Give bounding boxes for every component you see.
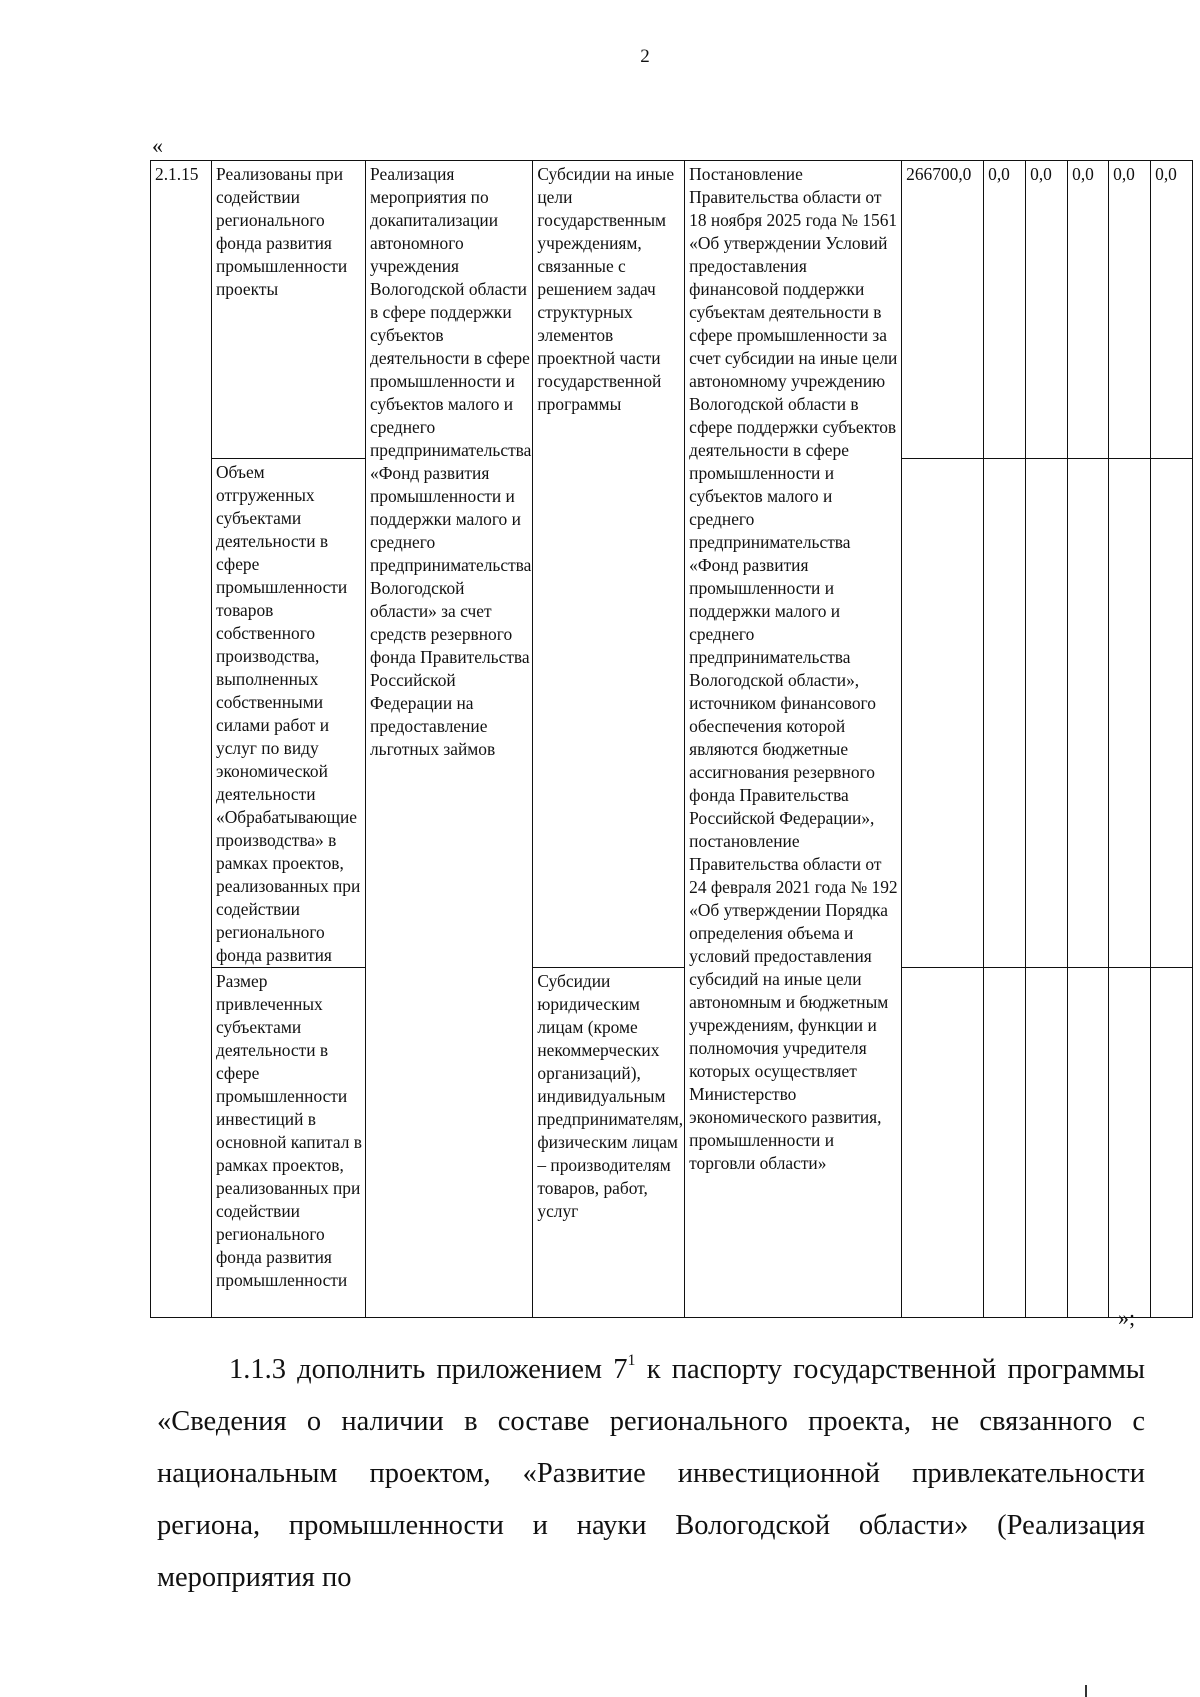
empty-amount-cell bbox=[1151, 968, 1193, 1318]
paragraph-text-rest: к паспорту государственной программы «Сведения о наличии в составе регионального проекта, не связанного с национальным проектом, «Развитие инвестиционной привлекательности региона, промышленности и науки Вологодской области» (Реализация мероприятия по bbox=[157, 1354, 1146, 1593]
page-number: 2 bbox=[640, 46, 650, 67]
scan-artifact-mark bbox=[1085, 1685, 1087, 1697]
amount-cell: 0,0 bbox=[1026, 161, 1068, 459]
amount-cell: 0,0 bbox=[1109, 161, 1151, 459]
result-cell-projects: Реализованы при содействии регионального фонда развития промышленности проекты bbox=[212, 161, 366, 459]
result-cell-shipped-volume: Объем отгруженных субъектами деятельности в сфере промышленности товаров собственного производства, выполненных собственными силами работ и услуг по виду экономической деятельности «Обрабатывающие производства» в рамках проектов, реализованных при содействии регионального фонда развития bbox=[212, 459, 366, 968]
opening-quote: « bbox=[152, 133, 163, 158]
empty-amount-cell bbox=[1068, 459, 1109, 968]
empty-amount-cell bbox=[902, 459, 984, 968]
empty-amount-cell bbox=[1068, 968, 1109, 1318]
empty-amount-cell bbox=[902, 968, 984, 1318]
subsidy-cell-institutions: Субсидии на иные цели государственным учреждениям, связанные с решением задач структурных элементов проектной части государственной программы bbox=[533, 161, 685, 968]
amount-cell: 266700,0 bbox=[902, 161, 984, 459]
empty-amount-cell bbox=[1151, 459, 1193, 968]
legal-basis-cell: Постановление Правительства области от 18 ноября 2025 года № 1561 «Об утверждении Условий предоставления финансовой поддержки субъектам деятельности в сфере промышленности за счет субсидии на иные цели автономному учреждению Вологодской области в сфере поддержки субъектов деятельности в сфере промышленности и субъектов малого и среднего предпринимательства «Фонд развития промышленности и поддержки малого и среднего предпринимательства Вологодской области», источником финансового обеспечения которой являются бюджетные ассигнования резервного фонда Правительства Российской Федерации», постановление Правительства области от 24 февраля 2021 года № 192 «Об утверждении Порядка определения объема и условий предоставления субсидий на иные цели автономным и бюджетным учреждениям, функции и полномочия учредителя которых осуществляет Министерство экономического развития, промышленности и торговли области» bbox=[685, 161, 902, 1318]
empty-amount-cell bbox=[1109, 968, 1151, 1318]
subsidy-cell-legal-entities: Субсидии юридическим лицам (кроме некоммерческих организаций), индивидуальным предпринимателям, физическим лицам – производителям товаров, работ, услуг bbox=[533, 968, 685, 1318]
closing-quote: »; bbox=[1118, 1305, 1136, 1330]
amount-cell: 0,0 bbox=[1068, 161, 1109, 459]
paragraph-text-start: 1.1.3 дополнить приложением 7 bbox=[229, 1354, 628, 1385]
empty-amount-cell bbox=[984, 968, 1026, 1318]
empty-amount-cell bbox=[1026, 459, 1068, 968]
amount-cell: 0,0 bbox=[984, 161, 1026, 459]
empty-amount-cell bbox=[1026, 968, 1068, 1318]
result-cell-investments: Размер привлеченных субъектами деятельности в сфере промышленности инвестиций в основной капитал в рамках проектов, реализованных при содействии регионального фонда развития промышленности bbox=[212, 968, 366, 1318]
empty-amount-cell bbox=[984, 459, 1026, 968]
empty-amount-cell bbox=[1109, 459, 1151, 968]
measures-table bbox=[150, 160, 1193, 1318]
table-row bbox=[151, 968, 1193, 1318]
amendment-paragraph bbox=[157, 1344, 1145, 1604]
table-row bbox=[151, 161, 1193, 459]
row-number-cell: 2.1.15 bbox=[151, 161, 212, 1318]
amount-cell: 0,0 bbox=[1151, 161, 1193, 459]
measure-cell: Реализация мероприятия по докапитализации автономного учреждения Вологодской области в сфере поддержки субъектов деятельности в сфере промышленности и субъектов малого и среднего предпринимательства «Фонд развития промышленности и поддержки малого и среднего предпринимательства Вологодской области» за счет средств резервного фонда Правительства Российской Федерации на предоставление льготных займов bbox=[366, 161, 533, 1318]
superscript-index: 1 bbox=[627, 1352, 636, 1369]
